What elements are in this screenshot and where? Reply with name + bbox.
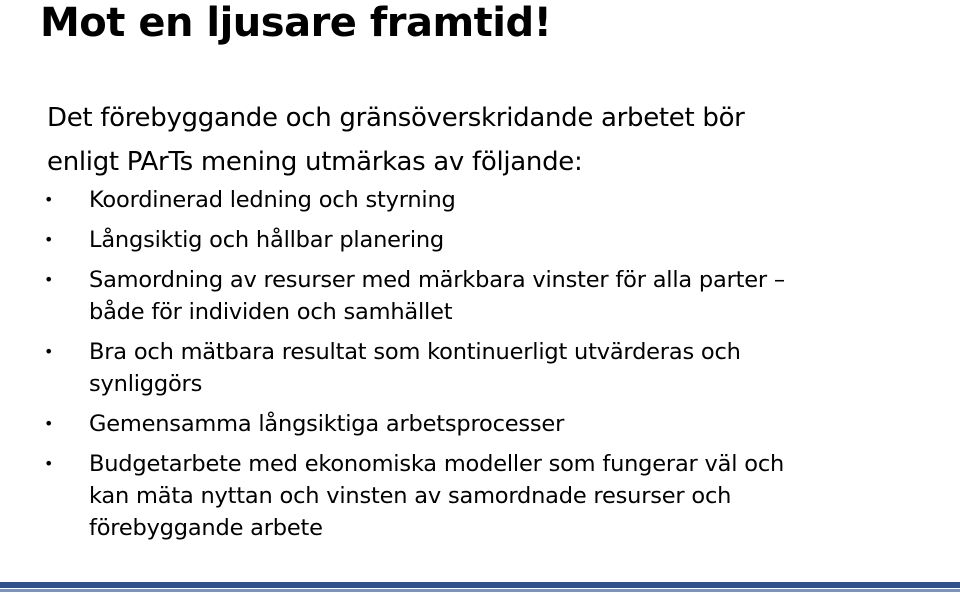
slide-title: Mot en ljusare framtid!: [40, 0, 552, 46]
bullet-text: Koordinerad ledning och styrning: [89, 187, 456, 213]
footer-rule-light: [0, 589, 960, 592]
bullet-dot-icon: •: [44, 270, 54, 289]
bullet-dot-icon: •: [44, 414, 54, 433]
bullet-text: Samordning av resurser med märkbara vinster för alla parter – både för individen och samhället: [89, 267, 785, 325]
bullet-item: [0, 184, 829, 216]
bullet-item: [0, 264, 829, 328]
bullet-text: Budgetarbete med ekonomiska modeller som fungerar väl och kan mäta nyttan och vinsten av samordnade resurser och förebyggande arbete: [89, 451, 785, 541]
intro-line-2: enligt PArTs mening utmärkas av följande:: [47, 147, 583, 177]
bullet-list: [0, 184, 960, 552]
bullet-dot-icon: •: [44, 454, 54, 473]
bullet-dot-icon: •: [44, 190, 54, 209]
bullet-item: [0, 408, 829, 440]
bullet-dot-icon: •: [44, 342, 54, 361]
footer-rule: [0, 582, 960, 588]
intro-paragraph: [47, 96, 917, 184]
bullet-text: Gemensamma långsiktiga arbetsprocesser: [89, 411, 565, 437]
bullet-item: [0, 336, 829, 400]
bullet-text: Bra och mätbara resultat som kontinuerligt utvärderas och synliggörs: [89, 339, 741, 397]
bullet-item: [0, 224, 829, 256]
bullet-item: [0, 448, 829, 544]
bullet-text: Långsiktig och hållbar planering: [89, 227, 445, 253]
intro-line-1: Det förebyggande och gränsöverskridande arbetet bör: [47, 103, 745, 133]
bullet-dot-icon: •: [44, 230, 54, 249]
